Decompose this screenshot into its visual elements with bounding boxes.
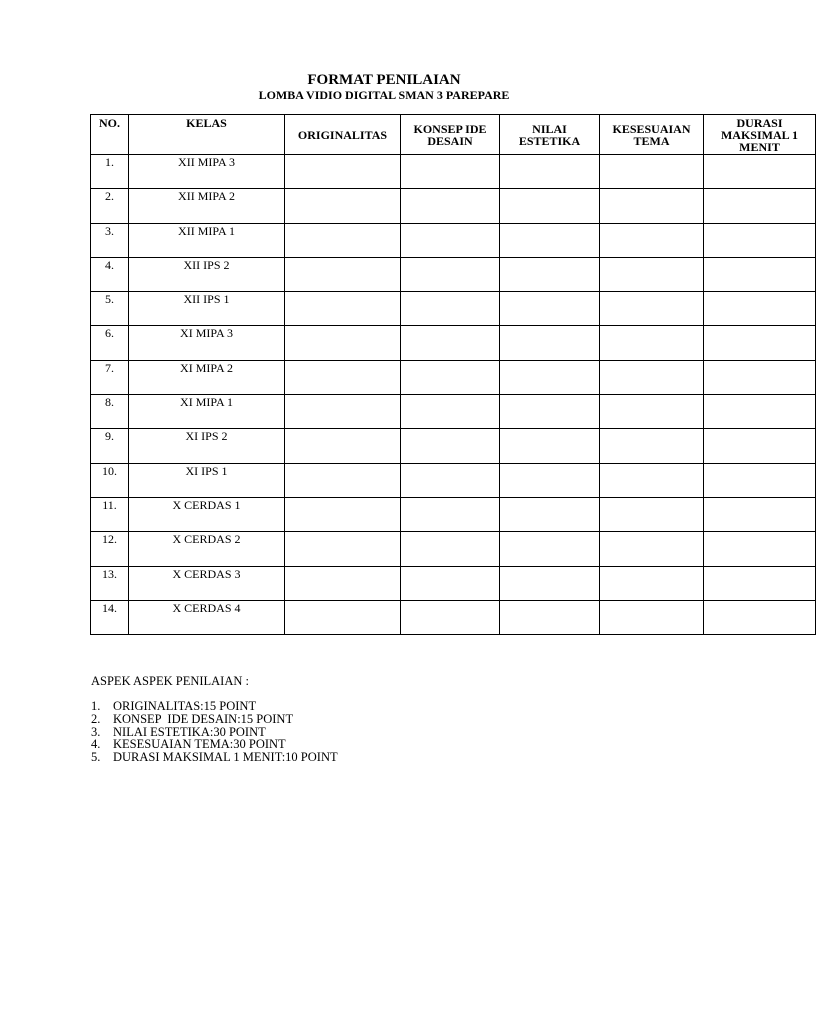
cell-originalitas[interactable] [285,326,401,360]
cell-no: 11. [91,497,129,531]
cell-kesesuaian-tema[interactable] [600,600,704,634]
table-row [91,326,816,360]
table-row [91,463,816,497]
table-row [91,155,816,189]
table-row [91,360,816,394]
cell-kesesuaian-tema[interactable] [600,463,704,497]
cell-konsep-ide-desain[interactable] [401,429,500,463]
cell-durasi[interactable] [704,360,816,394]
cell-nilai-estetika[interactable] [500,257,600,291]
aspek-list [91,700,338,764]
cell-originalitas[interactable] [285,189,401,223]
header-originalitas: ORIGINALITAS [285,115,401,155]
cell-konsep-ide-desain[interactable] [401,532,500,566]
table-row [91,257,816,291]
cell-no: 10. [91,463,129,497]
aspek-item-number: 2. [91,711,101,726]
cell-kesesuaian-tema[interactable] [600,360,704,394]
cell-durasi[interactable] [704,497,816,531]
cell-originalitas[interactable] [285,497,401,531]
cell-konsep-ide-desain[interactable] [401,360,500,394]
cell-originalitas[interactable] [285,429,401,463]
document-subtitle: LOMBA VIDIO DIGITAL SMAN 3 PAREPARE [258,88,510,102]
cell-nilai-estetika[interactable] [500,292,600,326]
cell-kesesuaian-tema[interactable] [600,326,704,360]
cell-kelas: XII IPS 2 [129,257,285,291]
cell-kesesuaian-tema[interactable] [600,395,704,429]
cell-originalitas[interactable] [285,532,401,566]
cell-kesesuaian-tema[interactable] [600,497,704,531]
cell-konsep-ide-desain[interactable] [401,257,500,291]
cell-no: 8. [91,395,129,429]
cell-no: 2. [91,189,129,223]
aspek-item-text: KESESUAIAN TEMA:30 POINT [113,737,286,752]
assessment-table [90,114,816,635]
aspek-item-number: 3. [91,724,101,739]
header-no: NO. [91,115,129,155]
cell-kelas: XI MIPA 2 [129,360,285,394]
aspek-item-number: 1. [91,699,101,713]
cell-kelas: XII MIPA 3 [129,155,285,189]
cell-no: 5. [91,292,129,326]
cell-originalitas[interactable] [285,292,401,326]
cell-no: 14. [91,600,129,634]
cell-konsep-ide-desain[interactable] [401,292,500,326]
cell-durasi[interactable] [704,395,816,429]
cell-kesesuaian-tema[interactable] [600,429,704,463]
table-row [91,223,816,257]
aspek-item-number: 4. [91,737,101,752]
cell-kelas: X CERDAS 2 [129,532,285,566]
cell-kesesuaian-tema[interactable] [600,532,704,566]
cell-kelas: XI MIPA 1 [129,395,285,429]
cell-durasi[interactable] [704,429,816,463]
aspek-item-text: ORIGINALITAS:15 POINT [113,699,257,713]
cell-durasi[interactable] [704,600,816,634]
cell-no: 4. [91,257,129,291]
cell-no: 7. [91,360,129,394]
cell-nilai-estetika[interactable] [500,600,600,634]
cell-no: 9. [91,429,129,463]
table-row [91,566,816,600]
aspek-item [91,751,338,764]
cell-nilai-estetika[interactable] [500,223,600,257]
header-durasi: DURASI MAKSIMAL 1 MENIT [704,115,816,155]
cell-konsep-ide-desain[interactable] [401,189,500,223]
cell-kelas: XI IPS 1 [129,463,285,497]
cell-kelas: XII MIPA 1 [129,223,285,257]
aspek-item [91,700,338,713]
cell-kelas: X CERDAS 4 [129,600,285,634]
header-konsep-ide-desain: KONSEP IDE DESAIN [401,115,500,155]
cell-nilai-estetika[interactable] [500,155,600,189]
table-row [91,600,816,634]
cell-durasi[interactable] [704,463,816,497]
cell-nilai-estetika[interactable] [500,429,600,463]
cell-konsep-ide-desain[interactable] [401,223,500,257]
cell-kesesuaian-tema[interactable] [600,292,704,326]
aspek-item-text: KONSEP IDE DESAIN:15 POINT [113,711,294,726]
cell-nilai-estetika[interactable] [500,360,600,394]
cell-durasi[interactable] [704,189,816,223]
cell-durasi[interactable] [704,292,816,326]
cell-originalitas[interactable] [285,360,401,394]
cell-durasi[interactable] [704,326,816,360]
table-row [91,292,816,326]
cell-konsep-ide-desain[interactable] [401,600,500,634]
header-kelas: KELAS [129,115,285,155]
table-row [91,395,816,429]
cell-kesesuaian-tema[interactable] [600,155,704,189]
cell-kesesuaian-tema[interactable] [600,566,704,600]
cell-kelas: XII MIPA 2 [129,189,285,223]
cell-konsep-ide-desain[interactable] [401,395,500,429]
cell-nilai-estetika[interactable] [500,497,600,531]
header-kesesuaian-tema: KESESUAIAN TEMA [600,115,704,155]
aspek-item-text: NILAI ESTETIKA:30 POINT [113,724,266,739]
cell-kelas: X CERDAS 1 [129,497,285,531]
cell-nilai-estetika[interactable] [500,326,600,360]
header-nilai-estetika: NILAI ESTETIKA [500,115,600,155]
cell-originalitas[interactable] [285,257,401,291]
cell-nilai-estetika[interactable] [500,463,600,497]
table-row [91,189,816,223]
cell-konsep-ide-desain[interactable] [401,497,500,531]
cell-nilai-estetika[interactable] [500,189,600,223]
cell-konsep-ide-desain[interactable] [401,326,500,360]
cell-durasi[interactable] [704,257,816,291]
cell-nilai-estetika[interactable] [500,532,600,566]
table-row [91,497,816,531]
aspek-heading: ASPEK ASPEK PENILAIAN : [91,674,250,688]
cell-durasi[interactable] [704,155,816,189]
cell-durasi[interactable] [704,566,816,600]
cell-kelas: X CERDAS 3 [129,566,285,600]
cell-originalitas[interactable] [285,566,401,600]
aspek-item [91,713,338,726]
cell-originalitas[interactable] [285,395,401,429]
cell-konsep-ide-desain[interactable] [401,463,500,497]
cell-kelas: XII IPS 1 [129,292,285,326]
cell-kesesuaian-tema[interactable] [600,257,704,291]
aspek-item-number: 5. [91,750,101,765]
cell-originalitas[interactable] [285,223,401,257]
cell-kelas: XI MIPA 3 [129,326,285,360]
cell-durasi[interactable] [704,223,816,257]
cell-no: 1. [91,155,129,189]
cell-no: 13. [91,566,129,600]
table-header-row [91,115,816,155]
cell-nilai-estetika[interactable] [500,566,600,600]
document-title: FORMAT PENILAIAN [307,72,461,88]
cell-konsep-ide-desain[interactable] [401,155,500,189]
table-row [91,429,816,463]
cell-kesesuaian-tema[interactable] [600,223,704,257]
table-body [91,155,816,635]
cell-durasi[interactable] [704,532,816,566]
cell-originalitas[interactable] [285,463,401,497]
aspek-item-text: DURASI MAKSIMAL 1 MENIT:10 POINT [113,750,338,765]
table-row [91,532,816,566]
cell-nilai-estetika[interactable] [500,395,600,429]
cell-no: 6. [91,326,129,360]
cell-originalitas[interactable] [285,600,401,634]
assessment-table-container [90,114,798,640]
cell-no: 12. [91,532,129,566]
cell-originalitas[interactable] [285,155,401,189]
cell-konsep-ide-desain[interactable] [401,566,500,600]
cell-kesesuaian-tema[interactable] [600,189,704,223]
cell-kelas: XI IPS 2 [129,429,285,463]
cell-no: 3. [91,223,129,257]
